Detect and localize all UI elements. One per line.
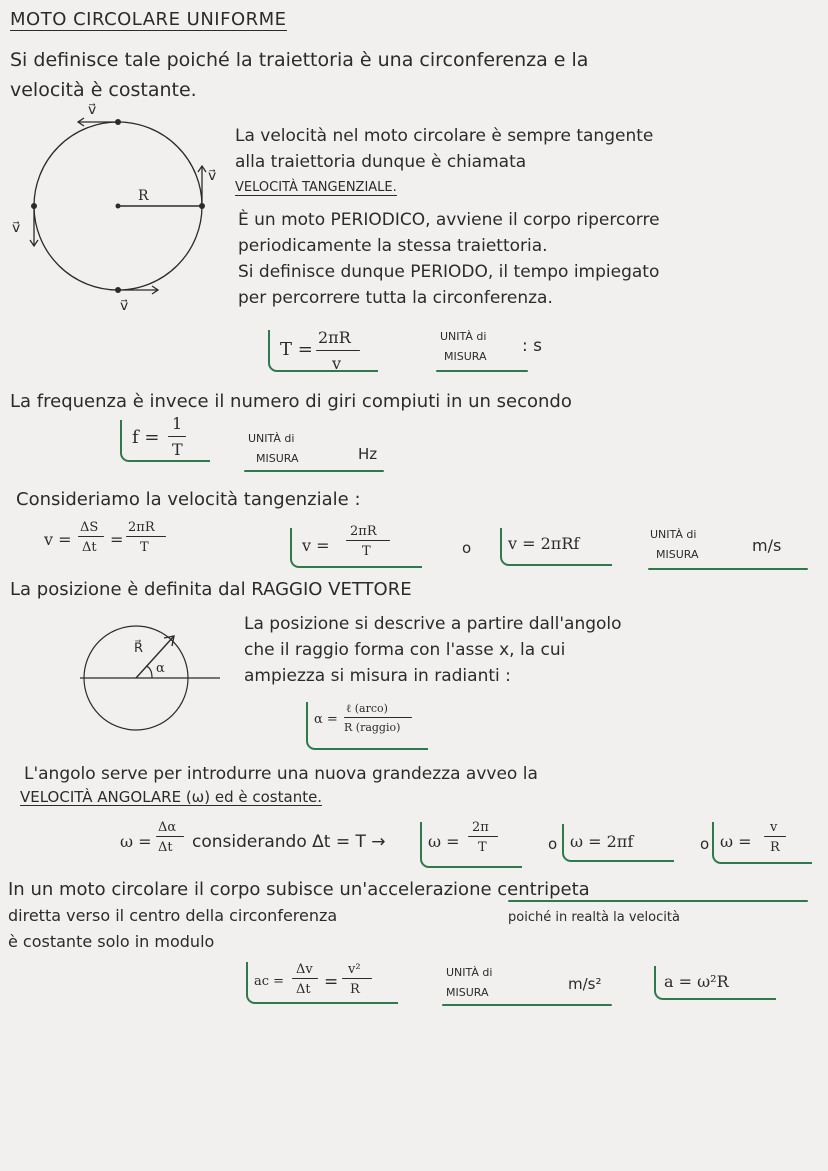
angle-label: α xyxy=(156,661,165,676)
acc-formula-num: Δv xyxy=(296,962,313,977)
omega-formula-4-lhs: ω = xyxy=(720,832,752,851)
or-word: o xyxy=(548,835,558,853)
radius-vector-diagram xyxy=(60,610,240,720)
vector-label: v⃗ xyxy=(12,220,21,236)
omega-formula-4-den: R xyxy=(770,840,780,855)
angular-line-2: VELOCITÀ ANGOLARE (ω) ed è costante. xyxy=(20,788,323,806)
period-unit: : s xyxy=(522,336,542,356)
v-formula-den: Δt xyxy=(82,540,97,555)
v-formula-num-2: 2πR xyxy=(128,520,155,535)
tangential-text: Consideriamo la velocità tangenziale : xyxy=(16,489,361,510)
unit-label-a: UNITÀ di xyxy=(650,528,697,541)
angle-desc-line-2: che il raggio forma con l'asse x, la cui xyxy=(244,640,566,660)
vector-label: v⃗ xyxy=(208,168,217,184)
period-formula-lhs: T = xyxy=(280,339,313,360)
alpha-formula-lhs: α = xyxy=(314,712,338,727)
angular-line-1: L'angolo serve per introdurre una nuova grandezza avveo la xyxy=(24,764,538,784)
unit-label-b: MISURA xyxy=(446,986,489,999)
omega-formula-4-num: v xyxy=(770,820,778,835)
radius-vector-label: R⃗ xyxy=(134,641,144,656)
freq-formula-den: T xyxy=(172,440,183,459)
v-formula-2-den: T xyxy=(362,544,371,559)
v-formula-2-lhs: v = xyxy=(302,536,330,555)
centripetal-line-1: In un moto circolare il corpo subisce un'accelerazione centripeta xyxy=(8,879,590,900)
unit-label-a: UNITÀ di xyxy=(446,966,493,979)
unit-label-b: MISURA xyxy=(444,350,487,363)
acc-formula-lhs: ac = xyxy=(254,974,285,989)
tangent-line-1: La velocità nel moto circolare è sempre tangente xyxy=(235,126,654,146)
angle-desc-line-1: La posizione si descrive a partire dall'angolo xyxy=(244,614,622,634)
frequency-unit: Hz xyxy=(358,445,378,463)
period-formula-den: v xyxy=(332,354,342,373)
omega-formula-1-lhs: ω = xyxy=(120,832,152,851)
v-formula-lhs: v = xyxy=(44,530,72,549)
tangent-line-2: alla traiettoria dunque è chiamata xyxy=(235,152,527,172)
radius-label: R xyxy=(138,188,149,204)
omega-formula-3: ω = 2πf xyxy=(570,832,634,851)
tangent-term: VELOCITÀ TANGENZIALE. xyxy=(235,180,397,195)
circular-motion-diagram xyxy=(0,102,230,314)
unit-label-a: UNITÀ di xyxy=(440,330,487,343)
considering-text: considerando Δt = T → xyxy=(192,832,386,852)
acc-formula-den-2: R xyxy=(350,982,360,997)
intro-line-1: Si definisce tale poiché la traiettoria è una circonferenza e la xyxy=(10,49,589,71)
or-word: o xyxy=(700,835,710,853)
v-formula-num: ΔS xyxy=(80,520,99,535)
freq-formula-num: 1 xyxy=(172,414,183,433)
unit-label-a: UNITÀ di xyxy=(248,432,295,445)
period-formula-num: 2πR xyxy=(318,328,351,347)
periodic-line-1: È un moto PERIODICO, avviene il corpo ripercorre xyxy=(238,210,660,230)
freq-formula-lhs: f = xyxy=(132,427,160,448)
position-text: La posizione è definita dal RAGGIO VETTORE xyxy=(10,579,412,600)
omega-formula-2-lhs: ω = xyxy=(428,832,460,851)
acc-formula-2: a = ω²R xyxy=(664,972,729,991)
vector-label: v⃗ xyxy=(88,102,97,118)
omega-formula-2-den: T xyxy=(478,840,487,855)
acc-formula-num-2: v² xyxy=(348,962,361,977)
or-word: o xyxy=(462,539,472,557)
periodic-line-2: periodicamente la stessa traiettoria. xyxy=(238,236,548,256)
omega-formula-1-den: Δt xyxy=(158,840,173,855)
unit-label-b: MISURA xyxy=(656,548,699,561)
periodic-line-4: per percorrere tutta la circonferenza. xyxy=(238,288,553,308)
angle-desc-line-3: ampiezza si misura in radianti : xyxy=(244,666,511,686)
v-formula-2-num: 2πR xyxy=(350,524,377,539)
omega-formula-1-num: Δα xyxy=(158,820,177,835)
centripetal-line-3: è costante solo in modulo xyxy=(8,932,215,951)
alpha-formula-den: R (raggio) xyxy=(344,721,401,734)
velocity-unit: m/s xyxy=(752,536,782,555)
omega-formula-2-num: 2π xyxy=(472,820,489,835)
page-title: MOTO CIRCOLARE UNIFORME xyxy=(10,9,287,30)
vector-label: v⃗ xyxy=(120,298,129,314)
acc-formula-eq: = xyxy=(324,972,339,992)
v-formula-den-2: T xyxy=(140,540,149,555)
unit-label-b: MISURA xyxy=(256,452,299,465)
v-formula-3: v = 2πRf xyxy=(508,534,580,553)
frequency-text: La frequenza è invece il numero di giri compiuti in un secondo xyxy=(10,391,572,412)
acc-formula-den: Δt xyxy=(296,982,311,997)
intro-line-2: velocità è costante. xyxy=(10,79,197,101)
alpha-formula-num: ℓ (arco) xyxy=(346,702,388,715)
v-formula-eq: = xyxy=(110,530,124,549)
periodic-line-3: Si definisce dunque PERIODO, il tempo impiegato xyxy=(238,262,660,282)
acceleration-unit: m/s² xyxy=(568,975,602,993)
centripetal-line-2b: poiché in realtà la velocità xyxy=(508,910,680,925)
centripetal-line-2: diretta verso il centro della circonferenza xyxy=(8,906,338,925)
